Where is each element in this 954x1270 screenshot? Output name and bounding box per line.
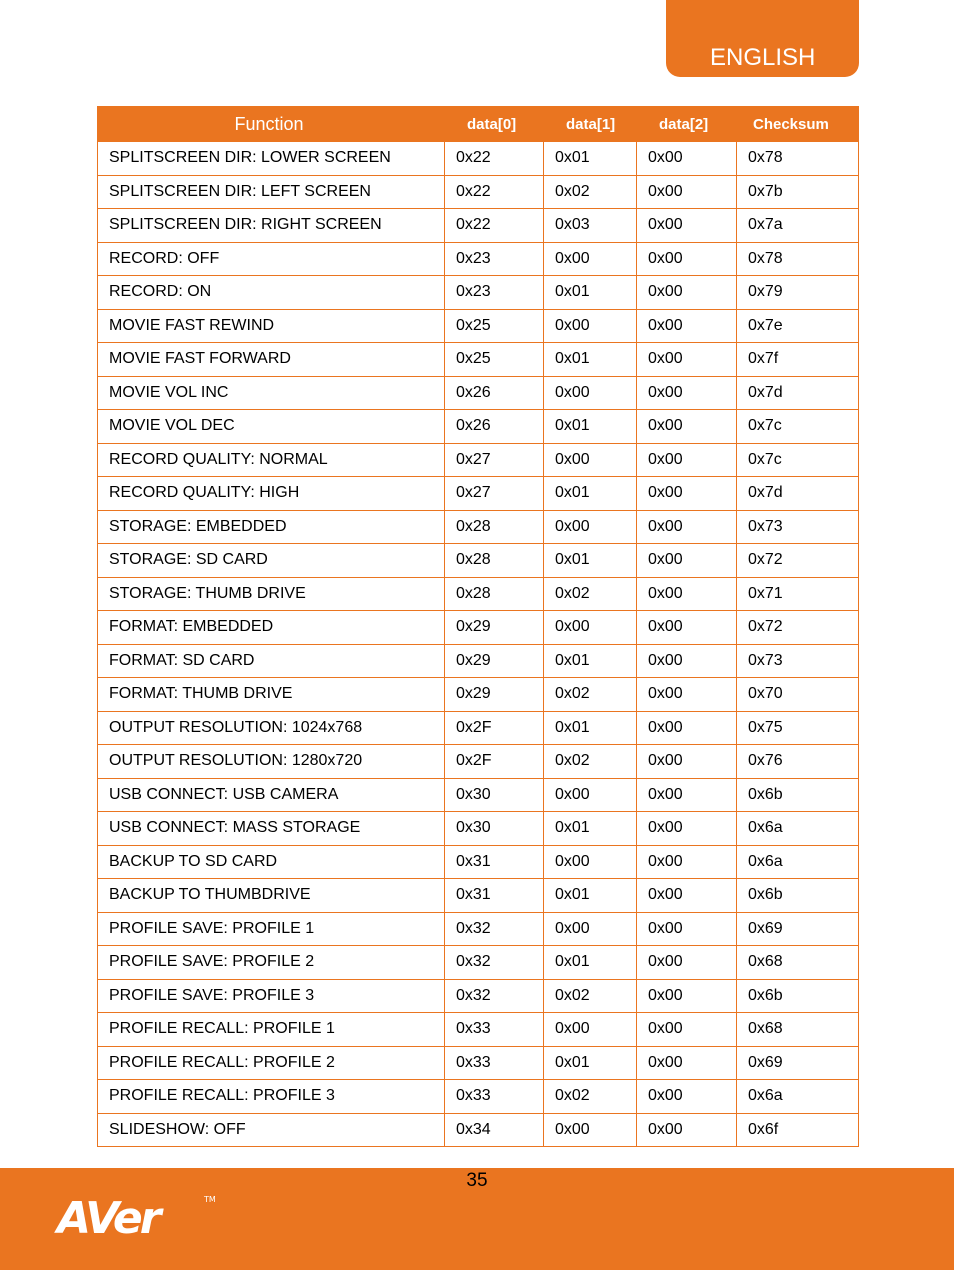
table-row <box>98 477 859 511</box>
cell-data2: 0x00 <box>637 477 737 511</box>
cell-function: PROFILE SAVE: PROFILE 1 <box>98 912 445 946</box>
cell-checksum: 0x69 <box>737 912 859 946</box>
cell-data2: 0x00 <box>637 778 737 812</box>
cell-data0: 0x31 <box>445 879 544 913</box>
cell-function: FORMAT: SD CARD <box>98 644 445 678</box>
cell-data0: 0x28 <box>445 544 544 578</box>
column-header-function: Function <box>98 107 445 142</box>
table-row <box>98 1080 859 1114</box>
cell-data2: 0x00 <box>637 309 737 343</box>
cell-data0: 0x29 <box>445 611 544 645</box>
cell-data0: 0x27 <box>445 443 544 477</box>
cell-checksum: 0x7d <box>737 477 859 511</box>
cell-data0: 0x27 <box>445 477 544 511</box>
table-row <box>98 410 859 444</box>
cell-data0: 0x32 <box>445 979 544 1013</box>
cell-data0: 0x22 <box>445 209 544 243</box>
cell-data1: 0x03 <box>544 209 637 243</box>
cell-data2: 0x00 <box>637 343 737 377</box>
cell-function: STORAGE: THUMB DRIVE <box>98 577 445 611</box>
cell-data1: 0x01 <box>544 544 637 578</box>
table-row <box>98 577 859 611</box>
cell-data0: 0x2F <box>445 711 544 745</box>
cell-data0: 0x23 <box>445 276 544 310</box>
cell-data2: 0x00 <box>637 1113 737 1147</box>
cell-data1: 0x01 <box>544 477 637 511</box>
cell-data2: 0x00 <box>637 410 737 444</box>
cell-function: RECORD: OFF <box>98 242 445 276</box>
cell-data0: 0x33 <box>445 1013 544 1047</box>
cell-function: USB CONNECT: MASS STORAGE <box>98 812 445 846</box>
cell-data2: 0x00 <box>637 845 737 879</box>
cell-function: MOVIE FAST FORWARD <box>98 343 445 377</box>
cell-checksum: 0x6b <box>737 979 859 1013</box>
cell-data2: 0x00 <box>637 544 737 578</box>
cell-data0: 0x26 <box>445 376 544 410</box>
table-row <box>98 778 859 812</box>
cell-function: RECORD: ON <box>98 276 445 310</box>
table-row <box>98 946 859 980</box>
table-row <box>98 142 859 176</box>
cell-checksum: 0x72 <box>737 611 859 645</box>
table-row <box>98 1046 859 1080</box>
cell-data0: 0x23 <box>445 242 544 276</box>
cell-checksum: 0x7c <box>737 443 859 477</box>
cell-data2: 0x00 <box>637 209 737 243</box>
cell-data1: 0x00 <box>544 912 637 946</box>
language-tab: ENGLISH <box>666 0 859 77</box>
cell-data1: 0x00 <box>544 845 637 879</box>
cell-data1: 0x01 <box>544 812 637 846</box>
cell-function: OUTPUT RESOLUTION: 1024x768 <box>98 711 445 745</box>
cell-data1: 0x01 <box>544 644 637 678</box>
cell-data2: 0x00 <box>637 1080 737 1114</box>
cell-function: PROFILE SAVE: PROFILE 3 <box>98 979 445 1013</box>
cell-checksum: 0x6a <box>737 845 859 879</box>
cell-checksum: 0x78 <box>737 242 859 276</box>
cell-function: USB CONNECT: USB CAMERA <box>98 778 445 812</box>
cell-function: BACKUP TO SD CARD <box>98 845 445 879</box>
cell-data1: 0x01 <box>544 343 637 377</box>
column-header-data1: data[1] <box>544 107 637 142</box>
cell-checksum: 0x76 <box>737 745 859 779</box>
cell-data1: 0x02 <box>544 745 637 779</box>
cell-data1: 0x00 <box>544 1013 637 1047</box>
cell-checksum: 0x7d <box>737 376 859 410</box>
cell-function: RECORD QUALITY: NORMAL <box>98 443 445 477</box>
cell-data2: 0x00 <box>637 175 737 209</box>
table-row <box>98 745 859 779</box>
cell-data2: 0x00 <box>637 879 737 913</box>
column-header-checksum: Checksum <box>737 107 859 142</box>
cell-data0: 0x34 <box>445 1113 544 1147</box>
table-row <box>98 175 859 209</box>
cell-data2: 0x00 <box>637 1013 737 1047</box>
cell-function: FORMAT: EMBEDDED <box>98 611 445 645</box>
cell-data0: 0x28 <box>445 577 544 611</box>
cell-checksum: 0x6b <box>737 879 859 913</box>
command-table-container <box>97 106 858 1147</box>
cell-data0: 0x31 <box>445 845 544 879</box>
cell-data0: 0x29 <box>445 644 544 678</box>
cell-function: SLIDESHOW: OFF <box>98 1113 445 1147</box>
cell-checksum: 0x75 <box>737 711 859 745</box>
cell-checksum: 0x72 <box>737 544 859 578</box>
cell-function: SPLITSCREEN DIR: LEFT SCREEN <box>98 175 445 209</box>
cell-function: OUTPUT RESOLUTION: 1280x720 <box>98 745 445 779</box>
table-row <box>98 276 859 310</box>
cell-data2: 0x00 <box>637 611 737 645</box>
cell-data1: 0x00 <box>544 242 637 276</box>
cell-data0: 0x2F <box>445 745 544 779</box>
cell-checksum: 0x71 <box>737 577 859 611</box>
column-header-data2: data[2] <box>637 107 737 142</box>
cell-checksum: 0x7f <box>737 343 859 377</box>
cell-function: RECORD QUALITY: HIGH <box>98 477 445 511</box>
cell-data2: 0x00 <box>637 979 737 1013</box>
cell-data1: 0x00 <box>544 443 637 477</box>
table-row <box>98 1013 859 1047</box>
cell-data0: 0x33 <box>445 1080 544 1114</box>
cell-data0: 0x29 <box>445 678 544 712</box>
table-row <box>98 812 859 846</box>
logo-trademark: TM <box>204 1195 216 1204</box>
cell-function: BACKUP TO THUMBDRIVE <box>98 879 445 913</box>
cell-function: MOVIE FAST REWIND <box>98 309 445 343</box>
cell-data0: 0x28 <box>445 510 544 544</box>
cell-function: PROFILE RECALL: PROFILE 2 <box>98 1046 445 1080</box>
cell-function: SPLITSCREEN DIR: RIGHT SCREEN <box>98 209 445 243</box>
table-row <box>98 209 859 243</box>
cell-data1: 0x01 <box>544 410 637 444</box>
cell-data1: 0x00 <box>544 611 637 645</box>
table-row <box>98 376 859 410</box>
cell-function: PROFILE RECALL: PROFILE 1 <box>98 1013 445 1047</box>
cell-function: SPLITSCREEN DIR: LOWER SCREEN <box>98 142 445 176</box>
table-row <box>98 711 859 745</box>
table-row <box>98 912 859 946</box>
table-header-row <box>98 107 859 142</box>
cell-data1: 0x02 <box>544 175 637 209</box>
cell-data2: 0x00 <box>637 912 737 946</box>
table-body <box>98 142 859 1147</box>
cell-checksum: 0x70 <box>737 678 859 712</box>
table-row <box>98 242 859 276</box>
cell-data2: 0x00 <box>637 1046 737 1080</box>
cell-data2: 0x00 <box>637 242 737 276</box>
page-number: 35 <box>466 1170 488 1191</box>
cell-data2: 0x00 <box>637 443 737 477</box>
cell-data1: 0x01 <box>544 1046 637 1080</box>
cell-data2: 0x00 <box>637 376 737 410</box>
cell-function: MOVIE VOL DEC <box>98 410 445 444</box>
cell-data0: 0x32 <box>445 946 544 980</box>
cell-data0: 0x25 <box>445 309 544 343</box>
cell-checksum: 0x68 <box>737 1013 859 1047</box>
cell-data0: 0x32 <box>445 912 544 946</box>
table-row <box>98 510 859 544</box>
table-row <box>98 879 859 913</box>
cell-data0: 0x30 <box>445 812 544 846</box>
cell-data2: 0x00 <box>637 510 737 544</box>
cell-data1: 0x00 <box>544 1113 637 1147</box>
cell-data0: 0x25 <box>445 343 544 377</box>
table-row <box>98 343 859 377</box>
cell-checksum: 0x6a <box>737 1080 859 1114</box>
cell-checksum: 0x6a <box>737 812 859 846</box>
cell-data2: 0x00 <box>637 946 737 980</box>
table-row <box>98 544 859 578</box>
cell-data2: 0x00 <box>637 577 737 611</box>
cell-checksum: 0x7a <box>737 209 859 243</box>
cell-data2: 0x00 <box>637 745 737 779</box>
command-table <box>97 106 859 1147</box>
cell-data1: 0x02 <box>544 1080 637 1114</box>
cell-data1: 0x01 <box>544 711 637 745</box>
table-row <box>98 309 859 343</box>
cell-data1: 0x01 <box>544 276 637 310</box>
cell-function: PROFILE RECALL: PROFILE 3 <box>98 1080 445 1114</box>
cell-data2: 0x00 <box>637 644 737 678</box>
cell-checksum: 0x6f <box>737 1113 859 1147</box>
cell-checksum: 0x73 <box>737 510 859 544</box>
cell-data1: 0x02 <box>544 979 637 1013</box>
cell-data2: 0x00 <box>637 142 737 176</box>
logo-wordmark: AVer <box>57 1193 159 1244</box>
cell-data1: 0x00 <box>544 778 637 812</box>
cell-data1: 0x01 <box>544 946 637 980</box>
table-row <box>98 845 859 879</box>
table-row <box>98 678 859 712</box>
cell-checksum: 0x68 <box>737 946 859 980</box>
column-header-data0: data[0] <box>445 107 544 142</box>
cell-checksum: 0x7b <box>737 175 859 209</box>
cell-data0: 0x30 <box>445 778 544 812</box>
cell-data2: 0x00 <box>637 812 737 846</box>
cell-function: STORAGE: EMBEDDED <box>98 510 445 544</box>
table-row <box>98 611 859 645</box>
cell-data1: 0x00 <box>544 376 637 410</box>
cell-function: FORMAT: THUMB DRIVE <box>98 678 445 712</box>
cell-checksum: 0x73 <box>737 644 859 678</box>
cell-data1: 0x02 <box>544 577 637 611</box>
cell-checksum: 0x69 <box>737 1046 859 1080</box>
aver-logo <box>57 1195 222 1247</box>
cell-data0: 0x22 <box>445 175 544 209</box>
cell-data2: 0x00 <box>637 276 737 310</box>
cell-data2: 0x00 <box>637 678 737 712</box>
cell-data1: 0x00 <box>544 510 637 544</box>
cell-data0: 0x22 <box>445 142 544 176</box>
cell-data1: 0x01 <box>544 142 637 176</box>
table-row <box>98 1113 859 1147</box>
cell-checksum: 0x7c <box>737 410 859 444</box>
cell-data1: 0x02 <box>544 678 637 712</box>
cell-data0: 0x26 <box>445 410 544 444</box>
table-row <box>98 644 859 678</box>
cell-function: MOVIE VOL INC <box>98 376 445 410</box>
cell-function: PROFILE SAVE: PROFILE 2 <box>98 946 445 980</box>
cell-checksum: 0x79 <box>737 276 859 310</box>
cell-data1: 0x00 <box>544 309 637 343</box>
cell-checksum: 0x7e <box>737 309 859 343</box>
table-row <box>98 443 859 477</box>
cell-checksum: 0x78 <box>737 142 859 176</box>
table-row <box>98 979 859 1013</box>
cell-data2: 0x00 <box>637 711 737 745</box>
cell-data1: 0x01 <box>544 879 637 913</box>
cell-function: STORAGE: SD CARD <box>98 544 445 578</box>
cell-checksum: 0x6b <box>737 778 859 812</box>
cell-data0: 0x33 <box>445 1046 544 1080</box>
